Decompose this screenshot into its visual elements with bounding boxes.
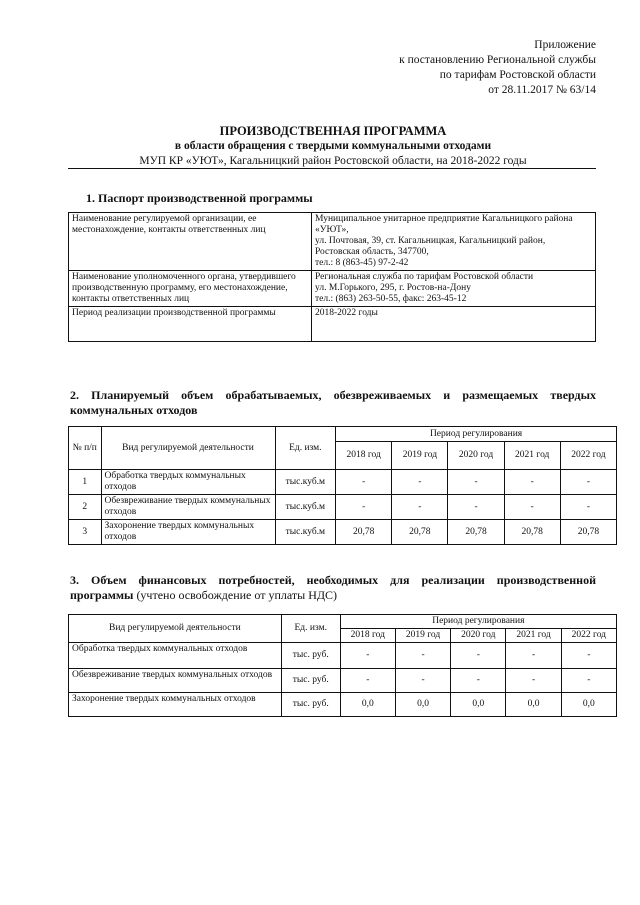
- row-value: -: [560, 470, 616, 495]
- row-value: -: [560, 495, 616, 520]
- table-row: [69, 213, 596, 271]
- passport-value-line: ул. Почтовая, 39, ст. Кагальницкая, Кагальницкий район, Ростовская область, 347700,: [315, 236, 546, 257]
- row-value: 20,78: [504, 520, 560, 545]
- col-activity-header: Вид регулируемой деятельности: [101, 427, 275, 470]
- passport-value-line: 2018-2022 годы: [315, 308, 378, 318]
- row-unit: тыс.куб.м: [275, 495, 336, 520]
- row-value: -: [392, 470, 448, 495]
- row-unit: тыс.куб.м: [275, 470, 336, 495]
- year-header: 2018 год: [340, 629, 395, 643]
- passport-value-line: тел.: 8 (863-45) 97-2-42: [315, 258, 409, 268]
- title-org: МУП КР «УЮТ», Кагальницкий район Ростовской области, на 2018-2022 годы: [139, 155, 527, 167]
- row-value: -: [395, 643, 450, 669]
- row-activity: Захоронение твердых коммунальных отходов: [69, 693, 282, 717]
- section3-heading-bold: 3. Объем финансовых потребностей, необходимых для реализации производственной программы: [70, 573, 596, 602]
- row-value: -: [504, 470, 560, 495]
- appendix-note: [399, 38, 596, 98]
- table-row: [69, 520, 617, 545]
- row-value: -: [340, 669, 395, 693]
- row-activity: Обезвреживание твердых коммунальных отходов: [69, 669, 282, 693]
- row-value: -: [506, 669, 561, 693]
- section2-heading: 2. Планируемый объем обрабатываемых, обезвреживаемых и размещаемых твердых коммунальных отходов: [70, 388, 596, 417]
- passport-table: [68, 212, 596, 342]
- row-activity: Обработка твердых коммунальных отходов: [69, 643, 282, 669]
- table-row: [69, 643, 617, 669]
- section3-heading-note: (учтено освобождение от уплаты НДС): [133, 588, 338, 602]
- row-activity: Обработка твердых коммунальных отходов: [101, 470, 275, 495]
- row-value: -: [448, 495, 504, 520]
- row-unit: тыс. руб.: [281, 669, 340, 693]
- table-row: [69, 693, 617, 717]
- row-value: -: [451, 669, 506, 693]
- col-unit-header: Ед. изм.: [275, 427, 336, 470]
- row-value: -: [336, 495, 392, 520]
- document-title: [70, 124, 596, 169]
- appendix-line: по тарифам Ростовской области: [439, 69, 596, 81]
- passport-value: [312, 213, 596, 271]
- year-header: 2021 год: [504, 442, 560, 470]
- volume-table: [68, 426, 617, 545]
- row-value: 0,0: [451, 693, 506, 717]
- col-unit-header: Ед. изм.: [281, 615, 340, 643]
- passport-value-line: Региональная служба по тарифам Ростовской области: [315, 272, 534, 282]
- row-value: 20,78: [448, 520, 504, 545]
- year-header: 2019 год: [395, 629, 450, 643]
- passport-label: Наименование уполномоченного органа, утвердившего производственную программу, его местонахождение, контакты ответственных лиц: [69, 271, 312, 307]
- col-activity-header: Вид регулируемой деятельности: [69, 615, 282, 643]
- appendix-line: Приложение: [534, 39, 596, 51]
- passport-value-line: ул. М.Горького, 295, г. Ростов-на-Дону: [315, 283, 471, 293]
- appendix-line: от 28.11.2017 № 63/14: [488, 84, 596, 96]
- year-header: 2018 год: [336, 442, 392, 470]
- row-value: 0,0: [506, 693, 561, 717]
- finance-table: [68, 614, 617, 717]
- row-activity: Захоронение твердых коммунальных отходов: [101, 520, 275, 545]
- period-header: Период регулирования: [340, 615, 616, 629]
- year-header: 2022 год: [560, 442, 616, 470]
- row-value: 0,0: [340, 693, 395, 717]
- row-value: -: [392, 495, 448, 520]
- period-header: Период регулирования: [336, 427, 617, 442]
- row-value: -: [561, 643, 616, 669]
- passport-value: [312, 271, 596, 307]
- row-value: 20,78: [392, 520, 448, 545]
- passport-value-line: тел.: (863) 263-50-55, факс: 263-45-12: [315, 294, 467, 304]
- year-header: 2020 год: [451, 629, 506, 643]
- row-value: -: [340, 643, 395, 669]
- row-value: 20,78: [560, 520, 616, 545]
- row-activity: Обезвреживание твердых коммунальных отходов: [101, 495, 275, 520]
- table-row: [69, 495, 617, 520]
- year-header: 2019 год: [392, 442, 448, 470]
- year-header: 2020 год: [448, 442, 504, 470]
- title-sub: в области обращения с твердыми коммунальными отходами: [174, 140, 492, 152]
- row-value: 0,0: [395, 693, 450, 717]
- passport-value: [312, 307, 596, 342]
- row-value: 0,0: [561, 693, 616, 717]
- row-num: 1: [69, 470, 102, 495]
- table-row: [69, 669, 617, 693]
- row-value: -: [448, 470, 504, 495]
- section3-heading: [70, 573, 596, 603]
- title-underline: [68, 168, 596, 169]
- year-header: 2021 год: [506, 629, 561, 643]
- row-unit: тыс.куб.м: [275, 520, 336, 545]
- row-value: -: [395, 669, 450, 693]
- table-row: [69, 470, 617, 495]
- row-value: -: [336, 470, 392, 495]
- row-value: -: [506, 643, 561, 669]
- row-value: -: [561, 669, 616, 693]
- table-row: [69, 307, 596, 342]
- passport-label: Наименование регулируемой организации, ее местонахождение, контакты ответственных лиц: [69, 213, 312, 271]
- row-num: 3: [69, 520, 102, 545]
- row-value: -: [451, 643, 506, 669]
- year-header: 2022 год: [561, 629, 616, 643]
- passport-label: Период реализации производственной программы: [69, 307, 312, 342]
- row-num: 2: [69, 495, 102, 520]
- row-value: -: [504, 495, 560, 520]
- col-num-header: № п/п: [69, 427, 102, 470]
- table-row: [69, 271, 596, 307]
- row-unit: тыс. руб.: [281, 693, 340, 717]
- row-unit: тыс. руб.: [281, 643, 340, 669]
- section1-heading: 1. Паспорт производственной программы: [86, 191, 313, 205]
- appendix-line: к постановлению Региональной службы: [399, 54, 596, 66]
- passport-value-line: Муниципальное унитарное предприятие Кагальницкого района «УЮТ»,: [315, 214, 573, 235]
- title-main: ПРОИЗВОДСТВЕННАЯ ПРОГРАММА: [219, 124, 447, 138]
- row-value: 20,78: [336, 520, 392, 545]
